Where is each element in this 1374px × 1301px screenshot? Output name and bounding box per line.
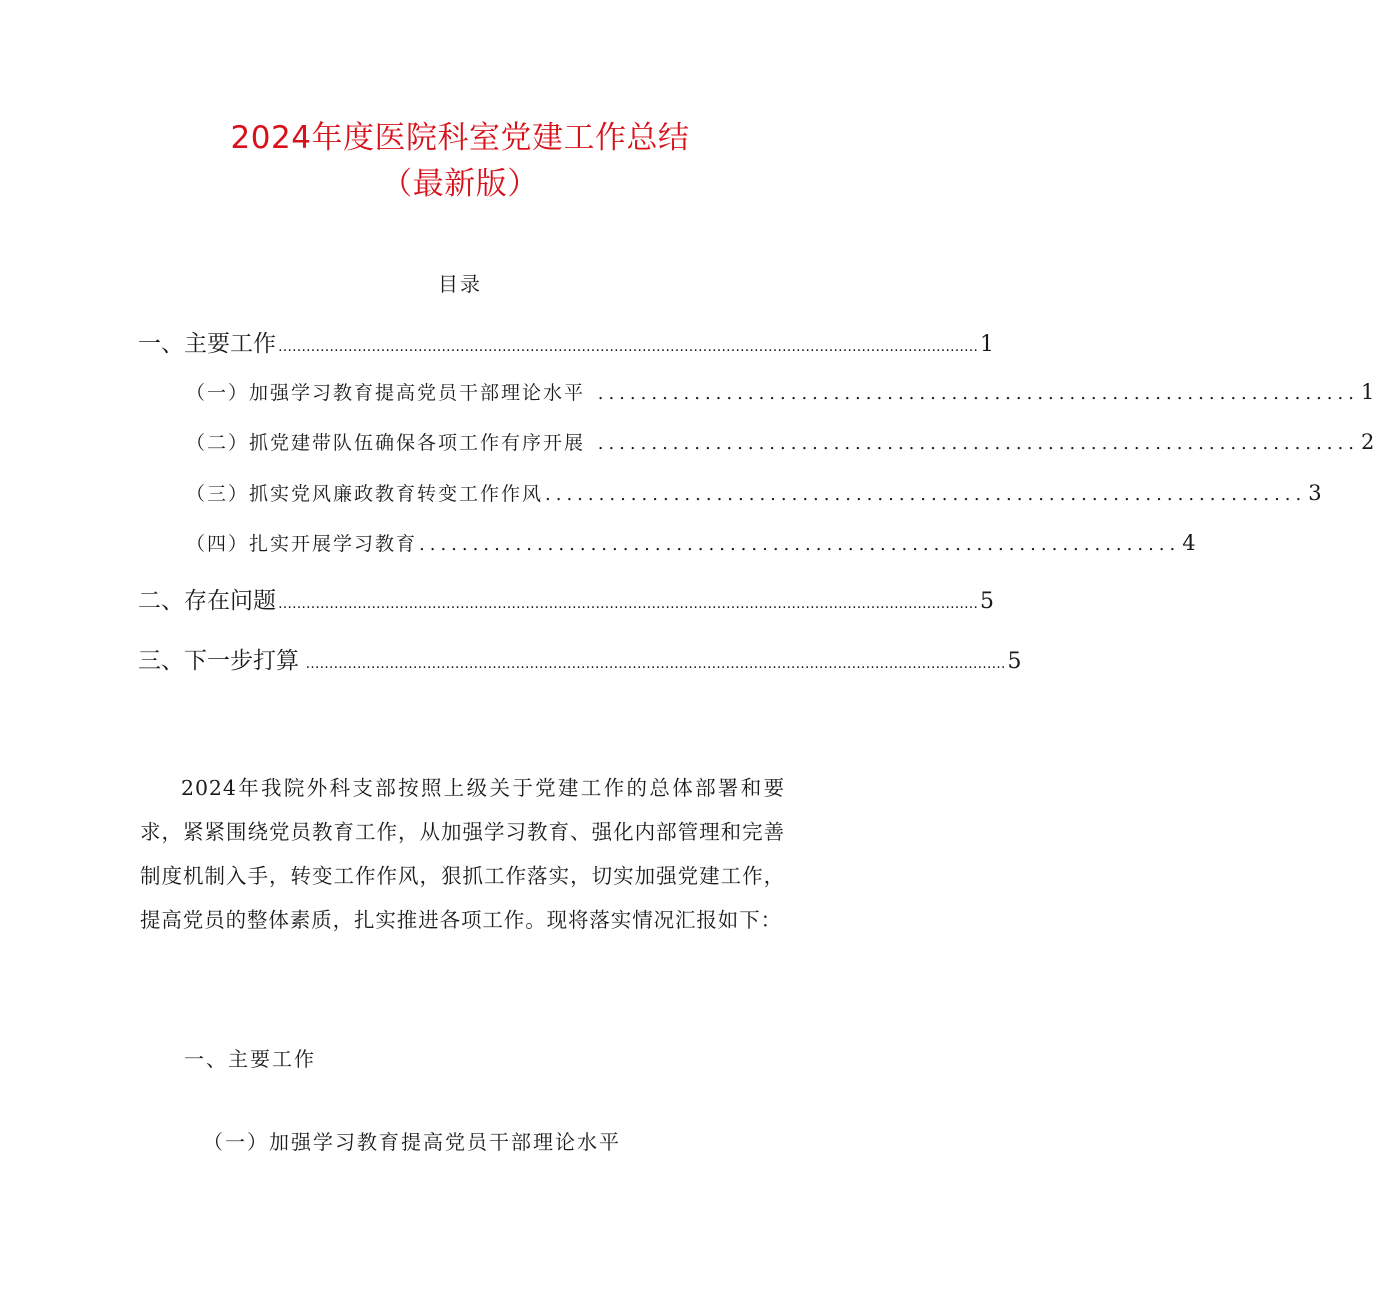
toc-page-number: 4 [1182, 531, 1196, 555]
toc-heading: 目录 [438, 272, 482, 296]
toc-page-number: 5 [980, 589, 994, 614]
toc-entry-label: 二、存在问题 [138, 588, 276, 614]
toc-dot-leader: …………………………………………………………………………………………………………………………………… [278, 339, 978, 355]
toc-entry-label: 三、下一步打算 [138, 648, 299, 674]
toc-dot-leader: ....................................................................... [587, 433, 1359, 454]
toc-entry-existing-problems[interactable] [138, 582, 994, 615]
toc-dot-leader: …………………………………………………………………………………………………………………………………… [301, 656, 1006, 672]
toc-page-number: 2 [1360, 430, 1374, 454]
toc-page-number: 1 [1360, 380, 1374, 404]
toc-dot-leader: ....................................................................... [587, 383, 1359, 404]
toc-entry-team-building[interactable] [186, 428, 1374, 455]
toc-page-number: 3 [1308, 481, 1322, 505]
toc-entry-integrity-education[interactable] [186, 479, 1322, 506]
intro-paragraph: 2024年我院外科支部按照上级关于党建工作的总体部署和要求，紧紧围绕党员教育工作，从加强学习教育、强化内部管理和完善制度机制入手，转变工作作风，狠抓工作落实，切实加强党建工作，提高党员的整体素质，扎实推进各项工作。现将落实情况汇报如下： [140, 776, 785, 932]
toc-entry-next-steps[interactable] [138, 642, 1022, 675]
toc-entry-study-education[interactable] [186, 378, 1374, 405]
toc-entry-label: （一）加强学习教育提高党员干部理论水平 [186, 382, 586, 404]
toc-entry-label: （四）扎实开展学习教育 [186, 533, 418, 555]
toc-entry-main-work[interactable] [138, 325, 994, 358]
section-heading-main-work: 一、主要工作 [184, 1047, 316, 1071]
toc-entry-label: （二）抓党建带队伍确保各项工作有序开展 [186, 432, 586, 454]
toc-dot-leader: …………………………………………………………………………………………………………………………………… [278, 596, 978, 612]
toc-entry-label: 一、主要工作 [138, 331, 276, 357]
toc-dot-leader: ....................................................................... [419, 534, 1181, 555]
subsection-heading-study-education: （一）加强学习教育提高党员干部理论水平 [203, 1130, 621, 1154]
document-title: 2024年度医院科室党建工作总结 [230, 120, 690, 156]
toc-entry-label: （三）抓实党风廉政教育转变工作作风 [186, 483, 544, 505]
toc-entry-learning[interactable] [186, 529, 1196, 556]
toc-dot-leader: ....................................................................... [545, 484, 1307, 505]
toc-page-number: 5 [1007, 649, 1022, 674]
toc-page-number: 1 [980, 332, 994, 357]
document-subtitle: （最新版） [381, 166, 539, 202]
